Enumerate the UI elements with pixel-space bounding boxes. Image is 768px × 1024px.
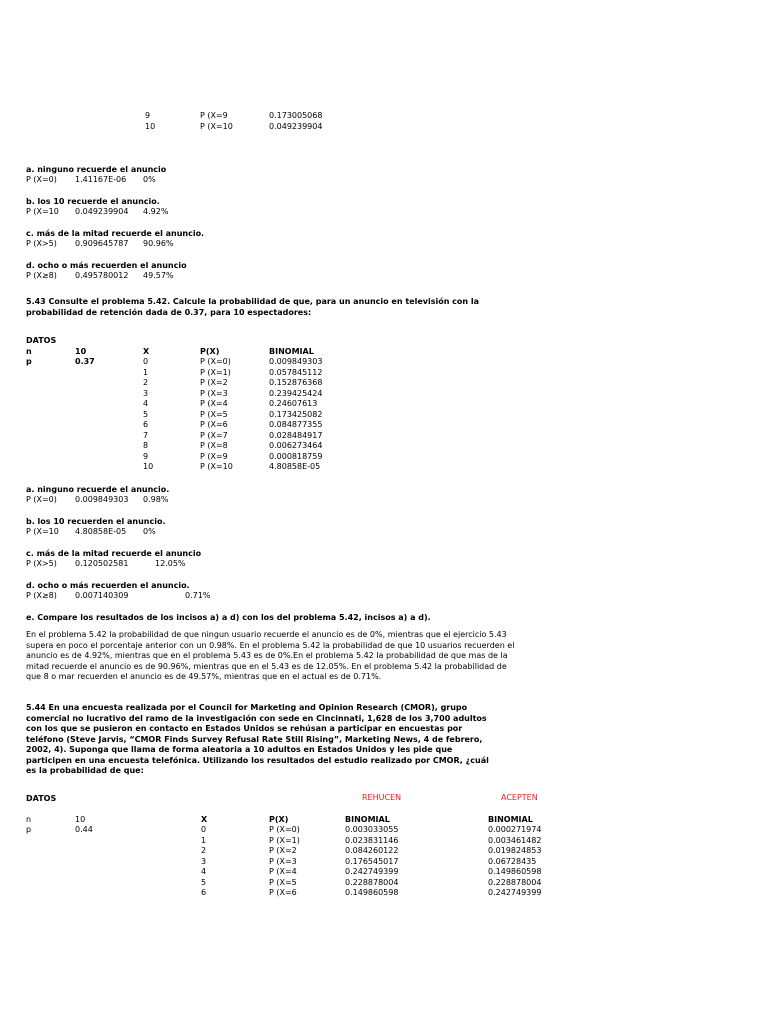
probability-value: 4.80858E-05: [75, 527, 127, 536]
binomial-value: 0.24607613: [269, 399, 318, 408]
table-row: [0, 378, 768, 389]
question-c: c. más de la mitad recuerde el anuncio: [26, 549, 202, 558]
binomial-acepten-value: 0.242749399: [488, 888, 542, 897]
x-value: 5: [201, 877, 207, 887]
answer-e-paragraph: En el problema 5.42 la probabilidad de que ningun usuario recuerde el anuncio es de 0%, mientras que el ejercicio 5.43 supera en poco el porcentaje anterior con un 0.98%. En el problema 5.42 la probabilidad de que 10 usuarios recuerden el anuncio es de 4.92%, mientras que en el problema 5.43 es de 0%.En el problema 5.42 la probabilidad de que mas de la mitad recuerde el anuncio es de 90.96%, mientras que en el 5.43 es de 12.05%. En el problema 5.42 la probabilidad de que 8 o mar recuerden el anuncio es de 49.57%, mientras que en el actual es de 0.71%.: [26, 630, 515, 681]
px-label: P (X=2: [269, 846, 297, 855]
col-px: P(X): [269, 815, 289, 824]
table-row: [0, 420, 768, 431]
col-x: X: [201, 815, 208, 824]
px-label: P (X=9: [200, 451, 228, 461]
px-label: P (X=7: [200, 430, 228, 440]
table-row: [0, 867, 768, 878]
px-label: P (X=2: [200, 378, 228, 387]
statement-line: es la probabilidad de que:: [26, 766, 144, 775]
px-label: P (X=5: [269, 877, 297, 887]
px-label: P (X=10: [26, 207, 59, 216]
x-value: 4: [143, 399, 149, 408]
x-value: 7: [143, 430, 149, 440]
binomial-acepten-value: 0.000271974: [488, 825, 542, 834]
col-binomial-acepten: BINOMIAL: [488, 815, 533, 824]
x-value: 6: [143, 420, 149, 429]
question-b: b. los 10 recuerde el anuncio.: [26, 197, 160, 206]
question-d: d. ocho o más recuerden el anuncio.: [26, 581, 190, 590]
x-value: 2: [201, 846, 207, 855]
binomial-value: 0.028484917: [269, 430, 323, 440]
statement-line: 5.44 En una encuesta realizada por el Council for Marketing and Opinion Research (CMOR), grupo: [26, 703, 468, 712]
statement-line: participen en una encuesta telefónica. Utilizando los resultados del estudio realizado por CMOR, ¿cuál: [26, 755, 489, 765]
px-label: P (X=8: [200, 441, 228, 450]
percent-value: 90.96%: [143, 239, 174, 248]
x-value: 6: [201, 888, 207, 897]
x-value: 1: [143, 367, 149, 377]
statement-line: comercial no lucrativo del ramo de la investigación con sede en Cincinnati, 1,628 de los 3,700 adultos: [26, 713, 487, 723]
answer-row: [0, 559, 768, 570]
n-value: 10: [75, 347, 87, 356]
px-label: P (X=3: [269, 856, 297, 866]
px-label: P (X=9: [200, 111, 228, 120]
px-label: P (X=1): [269, 835, 300, 845]
table-row: [0, 888, 768, 899]
answer-row: [0, 239, 768, 250]
binomial-rehucen-value: 0.228878004: [345, 877, 399, 887]
px-label: P (X≥8): [26, 591, 57, 600]
x-value: 10: [143, 462, 154, 471]
px-label: P (X=3: [200, 388, 228, 398]
col-binomial: BINOMIAL: [269, 347, 314, 356]
binomial-acepten-value: 0.149860598: [488, 867, 542, 876]
col-px: P(X): [200, 347, 220, 356]
question-a: a. ninguno recuerde el anuncio.: [26, 485, 170, 494]
question-d: d. ocho o más recuerden el anuncio: [26, 261, 187, 270]
p-label: p: [26, 357, 32, 366]
table-row: [0, 111, 768, 122]
binomial-rehucen-value: 0.023831146: [345, 835, 399, 845]
table-row: [0, 825, 768, 836]
percent-value: 4.92%: [143, 207, 169, 216]
px-label: P (X=4: [200, 399, 228, 408]
table-row: [0, 389, 768, 400]
binomial-rehucen-value: 0.149860598: [345, 888, 399, 897]
px-label: P (X=10: [26, 527, 59, 536]
datos-label: DATOS: [26, 336, 57, 345]
x-value: 9: [145, 111, 151, 120]
table-row: [0, 410, 768, 421]
p-label: p: [26, 825, 32, 834]
px-label: P (X=0): [26, 495, 57, 504]
statement-line: teléfono (Steve Jarvis, “CMOR Finds Survey Refusal Rate Still Rising”, Marketing News, 4 de febrero,: [26, 734, 483, 744]
answer-row: [0, 207, 768, 218]
binomial-value: 0.173425082: [269, 409, 323, 419]
x-value: 9: [143, 451, 149, 461]
px-label: P (X=0): [200, 357, 231, 366]
x-value: 1: [201, 835, 207, 845]
px-label: P (X=4: [269, 867, 297, 876]
x-value: 0: [201, 825, 207, 834]
percent-value: 0%: [143, 175, 156, 184]
binomial-acepten-value: 0.06728435: [488, 856, 537, 866]
x-value: 2: [143, 378, 149, 387]
col-binomial-rehucen: BINOMIAL: [345, 815, 390, 824]
percent-value: 0.71%: [185, 591, 211, 600]
p-value: 0.44: [75, 825, 93, 834]
answer-row: [0, 527, 768, 538]
px-label: P (X=10: [200, 462, 233, 471]
question-c: c. más de la mitad recuerde el anuncio.: [26, 229, 205, 238]
percent-value: 0%: [143, 527, 156, 536]
binomial-rehucen-value: 0.242749399: [345, 867, 399, 876]
binomial-value: 0.000818759: [269, 451, 323, 461]
answer-row: [0, 591, 768, 602]
table-header: [0, 347, 768, 358]
binomial-value: 0.152876368: [269, 378, 323, 387]
probability-value: 0.909645787: [75, 239, 129, 248]
percent-value: 12.05%: [155, 559, 186, 568]
binomial-acepten-value: 0.228878004: [488, 877, 542, 887]
answer-row: [0, 271, 768, 282]
statement-line: con los que se pusieron en contacto en Estados Unidos se rehúsan a participar en encuestas por: [26, 724, 463, 733]
px-label: P (X=0): [269, 825, 300, 834]
answer-row: [0, 495, 768, 506]
px-label: P (X>5): [26, 559, 57, 568]
table-row: [0, 441, 768, 452]
answer-row: [0, 175, 768, 186]
percent-value: 0.98%: [143, 495, 169, 504]
table-row: [0, 836, 768, 847]
table-row: [0, 122, 768, 133]
p-value: 0.37: [75, 357, 95, 366]
acepten-label: ACEPTEN: [501, 793, 538, 802]
x-value: 5: [143, 409, 149, 419]
probability-value: 0.009849303: [75, 495, 129, 504]
px-label: P (X=10: [200, 122, 233, 131]
n-label: n: [26, 347, 32, 356]
probability-value: 0.120502581: [75, 559, 129, 568]
question-e: e. Compare los resultados de los incisos a) a d) con los del problema 5.42, incisos a) a d).: [26, 613, 431, 622]
datos-label: DATOS: [26, 794, 57, 803]
binomial-value: 0.049239904: [269, 122, 323, 131]
statement-line: 2002, 4). Suponga que llama de forma aleatoria a 10 adultos en Estados Unidos y les pide que: [26, 745, 453, 754]
table-row: [0, 878, 768, 889]
px-label: P (X>5): [26, 239, 57, 248]
table-row: [0, 357, 768, 368]
probability-value: 0.007140309: [75, 591, 129, 600]
table-row: [0, 399, 768, 410]
binomial-value: 0.239425424: [269, 388, 323, 398]
x-value: 10: [145, 122, 156, 131]
question-a: a. ninguno recuerde el anuncio: [26, 165, 167, 174]
binomial-acepten-value: 0.003461482: [488, 835, 542, 845]
probability-value: 0.495780012: [75, 271, 129, 280]
x-value: 3: [143, 388, 149, 398]
col-x: X: [143, 347, 150, 356]
binomial-rehucen-value: 0.176545017: [345, 856, 399, 866]
binomial-value: 0.057845112: [269, 367, 323, 377]
problem-statement: 5.43 Consulte el problema 5.42. Calcule la probabilidad de que, para un anuncio en televisión con la: [26, 297, 480, 306]
table-row: [0, 462, 768, 473]
rehucen-label: REHUCEN: [362, 793, 402, 802]
table-row: [0, 857, 768, 868]
px-label: P (X=1): [200, 367, 231, 377]
table-row: [0, 368, 768, 379]
px-label: P (X=6: [269, 888, 297, 897]
probability-value: 0.049239904: [75, 207, 129, 216]
binomial-value: 0.084877355: [269, 420, 323, 429]
table-row: [0, 431, 768, 442]
probability-value: 1.41167E-06: [75, 175, 127, 184]
px-label: P (X=6: [200, 420, 228, 429]
n-label: n: [26, 815, 32, 824]
binomial-value: 0.009849303: [269, 357, 323, 366]
x-value: 8: [143, 441, 149, 450]
px-label: P (X≥8): [26, 271, 57, 280]
binomial-rehucen-value: 0.084260122: [345, 846, 399, 855]
table-header: [0, 815, 768, 826]
problem-statement: probabilidad de retención dada de 0.37, para 10 espectadores:: [26, 308, 312, 317]
binomial-rehucen-value: 0.003033055: [345, 825, 399, 834]
question-b: b. los 10 recuerden el anuncio.: [26, 517, 166, 526]
binomial-value: 0.006273464: [269, 441, 323, 450]
x-value: 0: [143, 357, 149, 366]
px-label: P (X=5: [200, 409, 228, 419]
x-value: 4: [201, 867, 207, 876]
binomial-acepten-value: 0.019824853: [488, 846, 542, 855]
binomial-value: 0.173005068: [269, 111, 323, 120]
binomial-value: 4.80858E-05: [269, 462, 321, 471]
px-label: P (X=0): [26, 175, 57, 184]
table-row: [0, 846, 768, 857]
percent-value: 49.57%: [143, 271, 174, 280]
table-row: [0, 452, 768, 463]
x-value: 3: [201, 856, 207, 866]
n-value: 10: [75, 815, 86, 824]
